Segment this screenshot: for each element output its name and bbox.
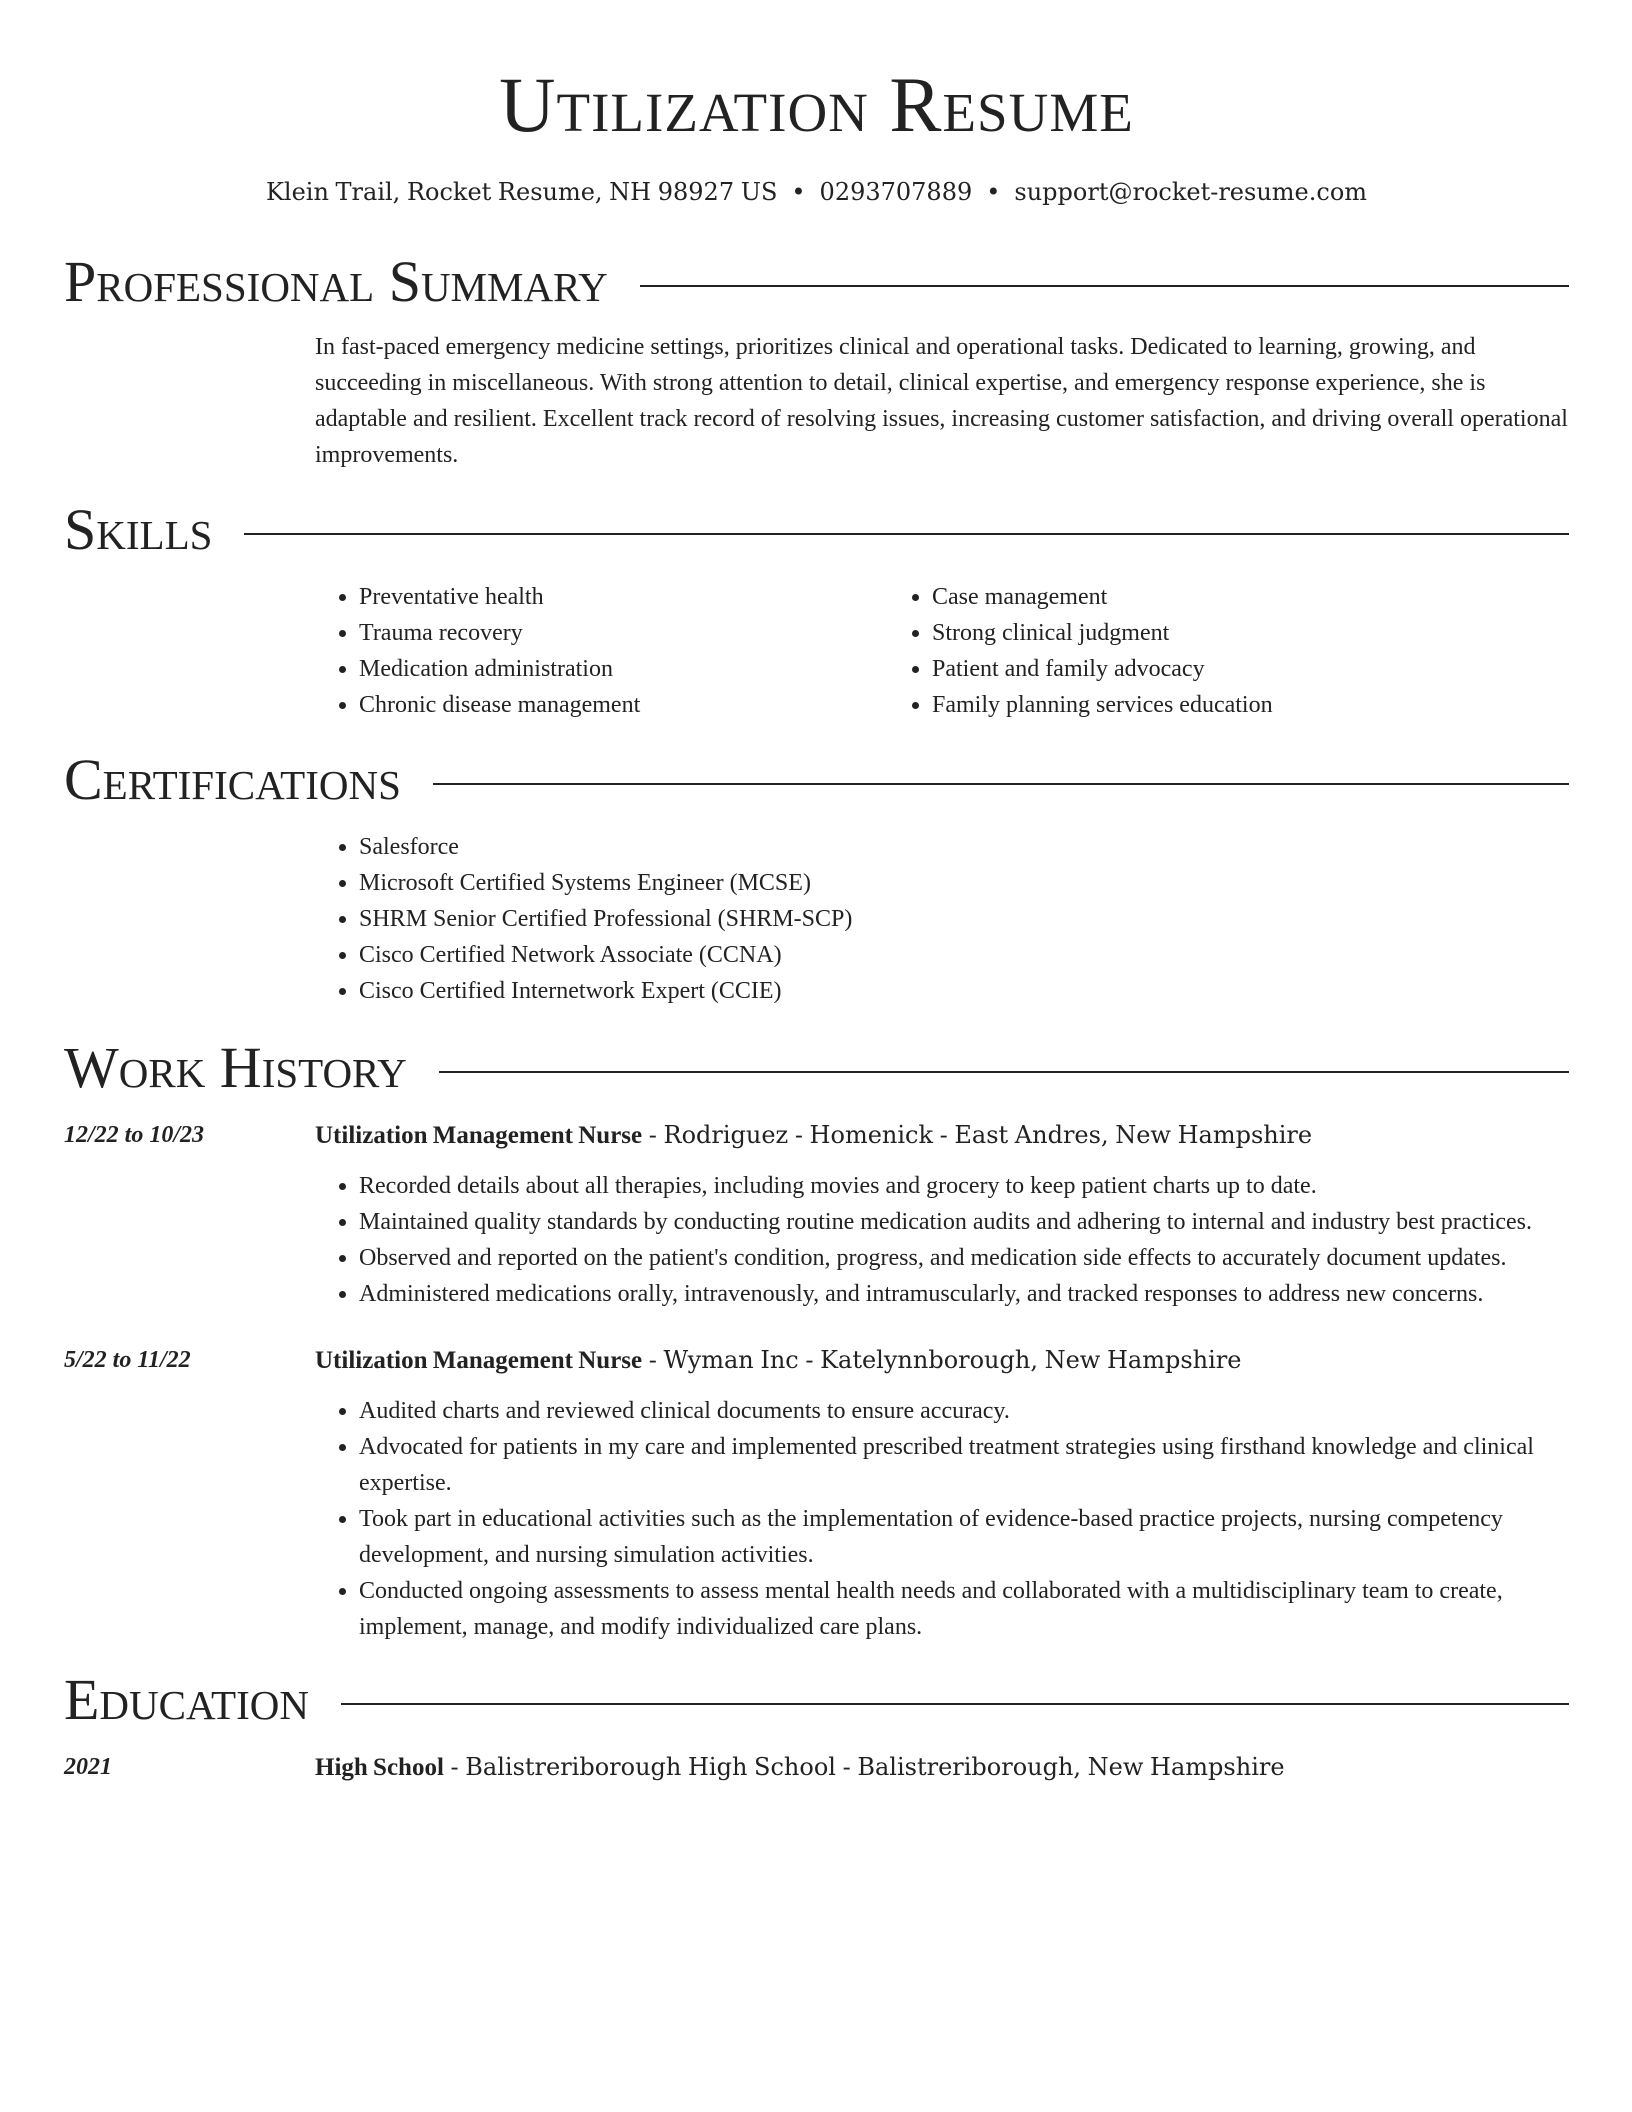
work-section-header <box>64 1034 1569 1100</box>
contact-address: Klein Trail, Rocket Resume, NH 98927 US <box>265 178 778 206</box>
job-bullets <box>64 1168 1569 1312</box>
contact-separator: • <box>986 178 1001 206</box>
skill-item: • Trauma recovery <box>359 615 888 651</box>
certifications-section-header <box>64 746 1569 812</box>
section-divider <box>433 783 1569 785</box>
skill-item: • Medication administration <box>359 651 888 687</box>
job-dates: 12/22 to 10/23 <box>64 1121 205 1148</box>
contact-email: support@rocket-resume.com <box>1014 178 1368 206</box>
certification-item: • SHRM Senior Certified Professional (SHRM-SCP) <box>359 901 1569 937</box>
education-details: - Balistreriborough High School - Balistreriborough, New Hampshire <box>443 1752 1285 1781</box>
section-divider <box>341 1703 1569 1705</box>
summary-text: In fast-paced emergency medicine settings, prioritizes clinical and operational tasks. Dedicated to learning, growing, and succeeding in miscellaneous. With strong attention to detail, clinical expertise, and emergency response experience, she is adaptable and resilient. Excellent track record of resolving issues, increasing customer satisfaction, and driving overall operational improvements. <box>315 333 1568 468</box>
job-body <box>315 1117 1569 1312</box>
job-bullet: • Recorded details about all therapies, including movies and grocery to keep patient charts up to date. <box>359 1168 1569 1204</box>
resume-name: Utilization Resume <box>499 61 1134 148</box>
certifications-body <box>315 829 1569 1009</box>
education-section-header <box>64 1666 1569 1732</box>
certification-item: • Salesforce <box>359 829 1569 865</box>
job-bullet: • Advocated for patients in my care and implemented prescribed treatment strategies using firsthand knowledge and clinical expertise. <box>359 1429 1569 1501</box>
section-divider <box>439 1071 1569 1073</box>
certifications-title: Certifications <box>64 746 401 812</box>
job-entry <box>64 1117 1569 1312</box>
job-bullet: • Observed and reported on the patient's condition, progress, and medication side effects to accurately document updates. <box>359 1240 1569 1276</box>
job-entry <box>64 1342 1569 1645</box>
skill-item: • Patient and family advocacy <box>932 651 1461 687</box>
job-bullet: • Took part in educational activities such as the implementation of evidence-based practice projects, nursing competency development, and nursing simulation activities. <box>359 1501 1569 1573</box>
job-heading <box>315 1117 1569 1154</box>
summary-title: Professional Summary <box>64 248 608 314</box>
contact-line <box>64 178 1569 207</box>
section-divider <box>244 533 1569 535</box>
certification-item: • Cisco Certified Internetwork Expert (CCIE) <box>359 973 1569 1009</box>
skill-item: • Chronic disease management <box>359 687 888 723</box>
skills-grid <box>315 579 1569 723</box>
education-entry <box>64 1749 1569 1786</box>
job-bullet: • Audited charts and reviewed clinical documents to ensure accuracy. <box>359 1393 1569 1429</box>
job-details: - Rodriguez - Homenick - East Andres, New Hampshire <box>642 1120 1313 1149</box>
education-degree: High School <box>315 1753 444 1781</box>
job-bullet: • Maintained quality standards by conducting routine medication audits and adhering to internal and industry best practices. <box>359 1204 1569 1240</box>
education-title: Education <box>64 1666 309 1732</box>
job-dates: 5/22 to 11/22 <box>64 1346 191 1373</box>
skill-item: • Strong clinical judgment <box>932 615 1461 651</box>
skills-list-right <box>888 579 1461 723</box>
job-bullets <box>64 1393 1569 1645</box>
education-year: 2021 <box>64 1753 112 1780</box>
job-heading <box>315 1342 1569 1379</box>
contact-separator: • <box>791 178 806 206</box>
job-body <box>315 1342 1569 1645</box>
skill-item: • Preventative health <box>359 579 888 615</box>
skill-item: • Family planning services education <box>932 687 1461 723</box>
job-bullet: • Administered medications orally, intravenously, and intramuscularly, and tracked responses to address new concerns. <box>359 1276 1569 1312</box>
skills-section-header <box>64 496 1569 562</box>
contact-phone: 0293707889 <box>819 178 973 206</box>
education-heading <box>315 1749 1569 1786</box>
work-title: Work History <box>64 1034 407 1100</box>
job-bullet: • Conducted ongoing assessments to assess mental health needs and collaborated with a multidisciplinary team to create, implement, manage, and modify individualized care plans. <box>359 1573 1569 1645</box>
skill-item: • Case management <box>932 579 1461 615</box>
skills-title: Skills <box>64 496 213 562</box>
certifications-list <box>315 829 1569 1009</box>
summary-section-header <box>64 248 1569 314</box>
education-body <box>315 1749 1569 1786</box>
job-details: - Wyman Inc - Katelynnborough, New Hampshire <box>642 1345 1242 1374</box>
job-role: Utilization Management Nurse <box>315 1346 643 1374</box>
skills-list-left <box>315 579 888 723</box>
section-divider <box>640 285 1569 287</box>
job-role: Utilization Management Nurse <box>315 1121 643 1149</box>
summary-body <box>315 329 1569 473</box>
certification-item: • Microsoft Certified Systems Engineer (MCSE) <box>359 865 1569 901</box>
certification-item: • Cisco Certified Network Associate (CCNA) <box>359 937 1569 973</box>
